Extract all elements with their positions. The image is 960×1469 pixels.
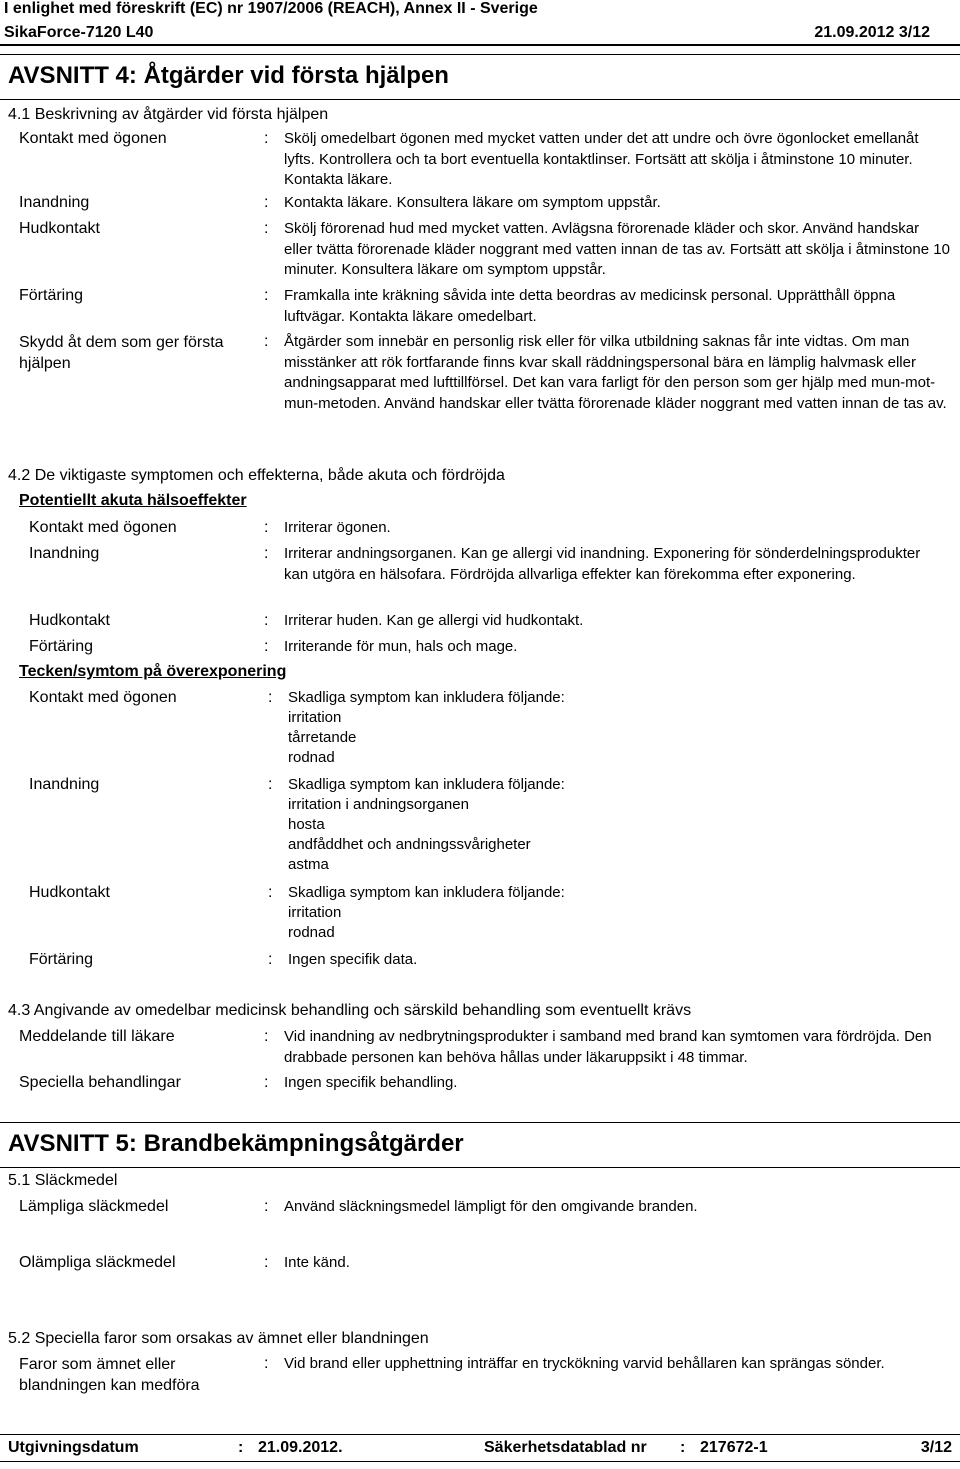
colon: : <box>268 776 273 793</box>
footer-issue-date: 21.09.2012. <box>258 1439 343 1456</box>
text-skin-contact: Skölj förorenad hud med mycket vatten. Avlägsna förorenade kläder och skor. Använd handskar eller tvätta förorenade kläder noggrant med vatten innan de tas av. Fortsätt att skölja i åtminstone 10 minuter. Konsultera läkare om symptom uppstår. <box>284 220 950 278</box>
subsection-4-3-title: 4.3 Angivande av omedelbar medicinsk behandling och särskild behandling som eventuellt krävs <box>8 1002 692 1019</box>
footer-box <box>0 1434 960 1462</box>
colon: : <box>264 220 269 237</box>
text-symptom-skin-line: irritation <box>288 904 342 921</box>
colon: : <box>264 194 269 211</box>
text-symptom-skin-line: Skadliga symptom kan inkludera följande: <box>288 884 565 901</box>
text-symptom-inhalation-line: andfåddhet och andningssvårigheter <box>288 836 531 853</box>
label-special-treatments: Speciella behandlingar <box>19 1074 181 1091</box>
header-date-page: 21.09.2012 3/12 <box>814 24 930 41</box>
label-acute-inhalation: Inandning <box>29 545 100 562</box>
colon: : <box>264 1074 269 1091</box>
text-note-to-physician: Vid inandning av nedbrytningsprodukter i samband med brand kan symtomen vara fördröjda. Den drabbade personen kan behöva hållas under läkaruppsikt i 48 timmar. <box>284 1028 932 1066</box>
footer-sds-label: Säkerhetsdatablad nr <box>484 1439 647 1456</box>
footer-page-number: 3/12 <box>920 1439 952 1456</box>
text-symptom-eye-line: tårretande <box>288 729 357 746</box>
text-symptom-eye-line: irritation <box>288 709 342 726</box>
text-ingestion: Framkalla inte kräkning såvida inte detta beordras av medicinsk personal. Upprätthåll öppna luftvägar. Kontakta läkare omedelbart. <box>284 287 896 325</box>
text-acute-eye: Irriterar ögonen. <box>284 519 391 536</box>
section-5-title: AVSNITT 5: Brandbekämpningsåtgärder <box>8 1130 464 1157</box>
subsection-5-2-title: 5.2 Speciella faror som orsakas av ämnet eller blandningen <box>8 1330 429 1347</box>
footer-issue-label: Utgivningsdatum <box>8 1439 139 1456</box>
colon: : <box>264 545 269 562</box>
footer-sds-number: 217672-1 <box>700 1439 768 1456</box>
colon: : <box>264 519 269 536</box>
text-symptom-ingestion-line: Ingen specifik data. <box>288 951 418 968</box>
text-hazards-from-substance: Vid brand eller upphettning inträffar en tryckökning varvid behållaren kan sprängas sönder. <box>284 1355 885 1372</box>
document-header-title: I enlighet med föreskrift (EC) nr 1907/2006 (REACH), Annex II - Sverige <box>4 0 538 17</box>
text-symptom-skin-line: rodnad <box>288 924 335 941</box>
label-inhalation: Inandning <box>19 194 90 211</box>
colon: : <box>238 1439 244 1456</box>
label-unsuitable-media: Olämpliga släckmedel <box>19 1254 176 1271</box>
colon: : <box>264 287 269 304</box>
subsection-4-2-title: 4.2 De viktigaste symptomen och effekterna, både akuta och fördröjda <box>8 467 505 484</box>
colon: : <box>264 638 269 655</box>
text-special-treatments: Ingen specifik behandling. <box>284 1074 458 1091</box>
overexposure-symptoms-heading: Tecken/symtom på överexponering <box>19 663 287 680</box>
label-symptom-eye: Kontakt med ögonen <box>29 689 177 706</box>
text-symptom-inhalation-line: hosta <box>288 816 325 833</box>
label-suitable-media: Lämpliga släckmedel <box>19 1198 169 1215</box>
label-ingestion: Förtäring <box>19 287 84 304</box>
product-name: SikaForce-7120 L40 <box>4 24 154 41</box>
colon: : <box>264 612 269 629</box>
text-acute-ingestion: Irriterande för mun, hals och mage. <box>284 638 518 655</box>
label-eye-contact: Kontakt med ögonen <box>19 130 167 147</box>
label-note-to-physician: Meddelande till läkare <box>19 1028 175 1045</box>
colon: : <box>264 1028 269 1045</box>
colon: : <box>268 689 273 706</box>
label-symptom-ingestion: Förtäring <box>29 951 94 968</box>
subsection-5-1-title: 5.1 Släckmedel <box>8 1172 118 1189</box>
colon: : <box>680 1439 686 1456</box>
acute-effects-heading: Potentiellt akuta hälsoeffekter <box>19 492 247 509</box>
label-skin-contact: Hudkontakt <box>19 220 100 237</box>
colon: : <box>264 333 269 350</box>
colon: : <box>264 130 269 147</box>
label-hazards-from-substance: Faror som ämnet eller blandningen kan medföra <box>19 1356 200 1394</box>
section-4-title: AVSNITT 4: Åtgärder vid första hjälpen <box>8 62 449 89</box>
label-acute-ingestion: Förtäring <box>29 638 94 655</box>
text-symptom-eye-line: Skadliga symptom kan inkludera följande: <box>288 689 565 706</box>
label-symptom-inhalation: Inandning <box>29 776 100 793</box>
colon: : <box>264 1198 269 1215</box>
text-symptom-inhalation-line: Skadliga symptom kan inkludera följande: <box>288 776 565 793</box>
colon: : <box>268 884 273 901</box>
label-first-aider-protection: Skydd åt dem som ger första hjälpen <box>19 334 224 372</box>
label-acute-skin: Hudkontakt <box>29 612 110 629</box>
text-suitable-media: Använd släckningsmedel lämpligt för den omgivande branden. <box>284 1198 698 1215</box>
text-symptom-inhalation-line: astma <box>288 856 329 873</box>
text-unsuitable-media: Inte känd. <box>284 1254 350 1271</box>
colon: : <box>264 1355 269 1372</box>
text-first-aider-protection: Åtgärder som innebär en personlig risk eller för vilka utbildning saknas får inte vidtas. Om man misstänker att rök fortfarande finns kvar skall räddningspersonal bära en lämplig halvmask eller andningsapparat med lufttillförsel. Det kan vara farligt för den person som ger hjälp med mun-mot-mun-metoden. Använd handskar eller tvätta förorenade kläder noggrant med vatten innan de tas av. <box>284 333 947 412</box>
text-inhalation: Kontakta läkare. Konsultera läkare om symptom uppstår. <box>284 194 661 211</box>
text-acute-skin: Irriterar huden. Kan ge allergi vid hudkontakt. <box>284 612 584 629</box>
colon: : <box>264 1254 269 1271</box>
colon: : <box>268 951 273 968</box>
text-symptom-eye-line: rodnad <box>288 749 335 766</box>
subsection-4-1-title: 4.1 Beskrivning av åtgärder vid första hjälpen <box>8 106 329 123</box>
header-divider <box>0 44 960 46</box>
label-symptom-skin: Hudkontakt <box>29 884 110 901</box>
text-acute-inhalation: Irriterar andningsorganen. Kan ge allergi vid inandning. Exponering för sönderdelningsprodukter kan utgöra en hälsofara. Fördröjda allvarliga effekter kan förekomma efter exponering. <box>284 545 921 583</box>
label-acute-eye: Kontakt med ögonen <box>29 519 177 536</box>
text-eye-contact: Skölj omedelbart ögonen med mycket vatten under det att undre och övre ögonlocket emellanåt lyfts. Kontrollera och ta bort eventuella kontaktlinser. Fortsätt att skölja i åtminstone 10 minuter. Kontakta läkare. <box>284 130 919 188</box>
text-symptom-inhalation-line: irritation i andningsorganen <box>288 796 469 813</box>
